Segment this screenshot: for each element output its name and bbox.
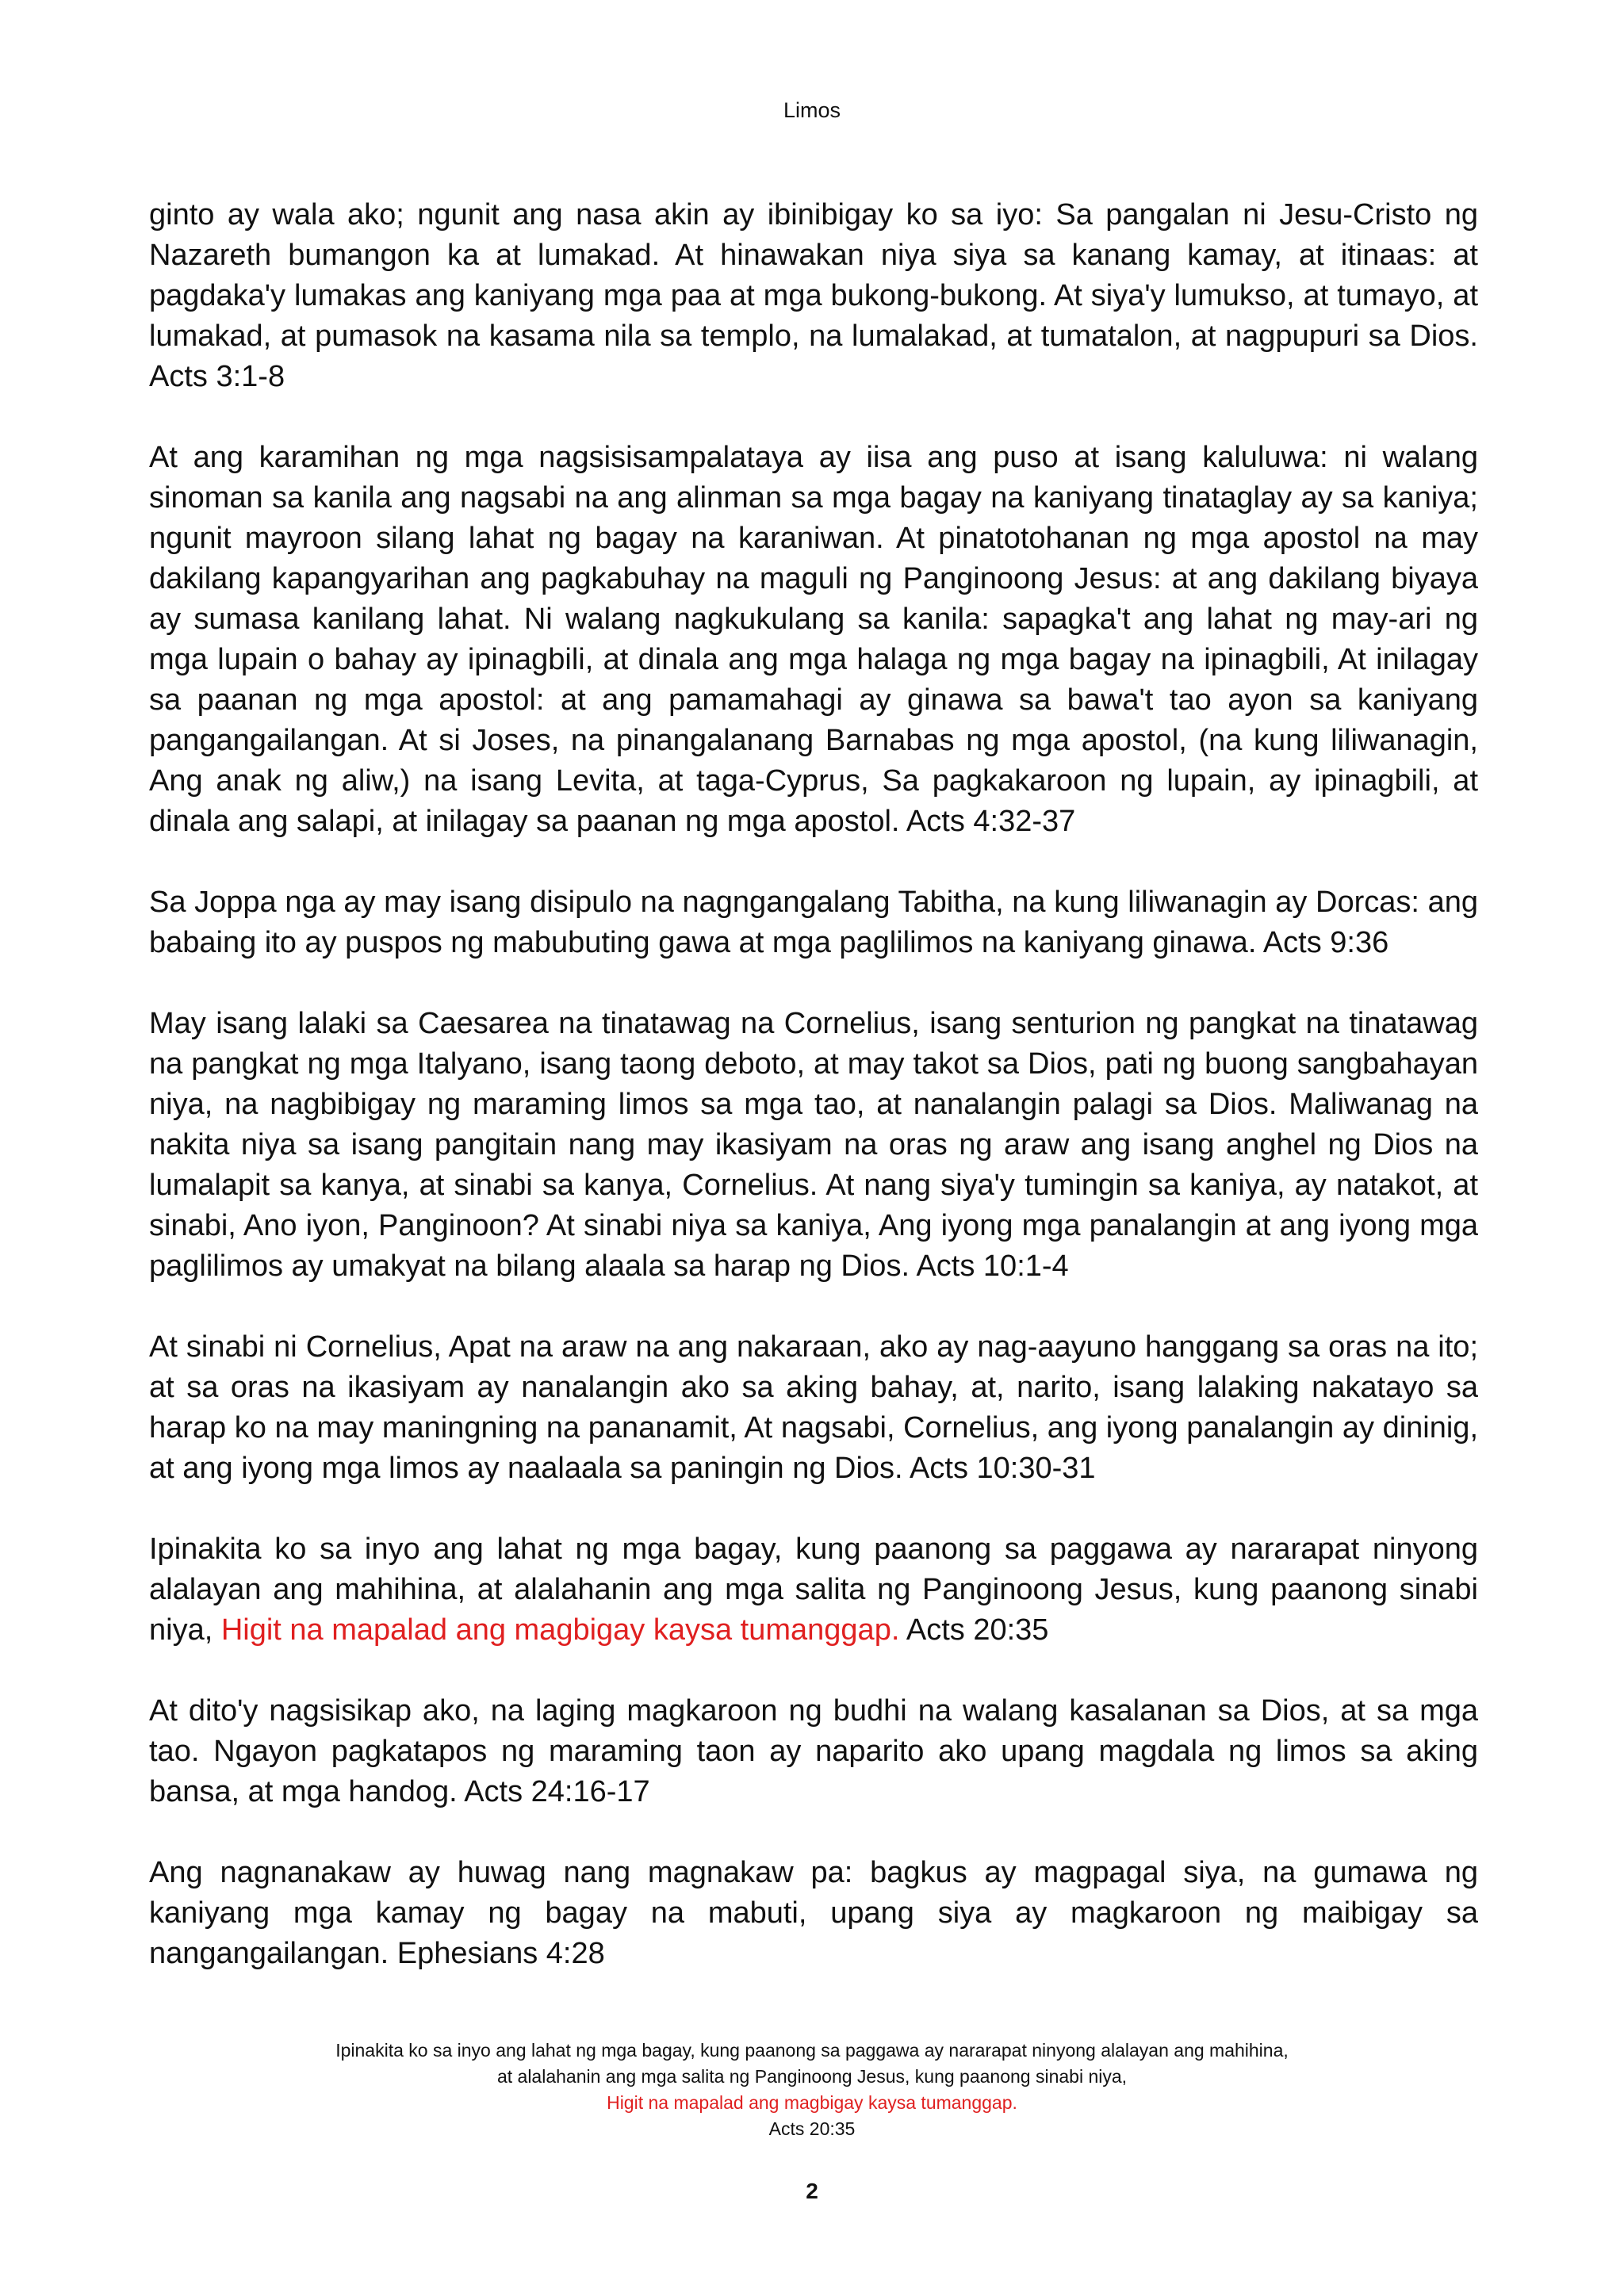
paragraph-acts-20-text: Ipinakita ko sa inyo ang lahat ng mga bagay, kung paanong sa paggawa ay nararapat ninyong alalayan ang mahihina, at alalahanin ang mga salita ng Panginoong Jesus, kung paanong sinabi niya, — [149, 1533, 1478, 1647]
document-body — [149, 195, 1478, 2015]
highlight-quote: Higit na mapalad ang magbigay kaysa tumanggap. — [220, 1613, 900, 1647]
scripture-reference: Acts 20:35 — [906, 1613, 1049, 1647]
paragraph-acts-4: At ang karamihan ng mga nagsisisampalataya ay iisa ang puso at isang kaluluwa: ni walang sinoman sa kanila ang nagsabi na ang alinman sa mga bagay na kaniyang tinataglay ay sa kaniya; ngunit mayroon silang lahat ng bagay na karaniwan. At pinatotohanan ng mga apostol na may dakilang kapangyarihan ang pagkabuhay na maguli ng Panginoong Jesus: at ang dakilang biyaya ay sumasa kanilang lahat. Ni walang nagkukulang sa kanila: sapagka't ang lahat ng may-ari ng mga lupain o bahay ay ipinagbili, at dinala ang mga halaga ng mga bagay na ipinagbili, At inilagay sa paanan ng mga apostol: at ang pamamahagi ay ginawa sa bawa't tao ayon sa kaniyang pangangailangan. At si Joses, na pinangalanang Barnabas ng mga apostol, (na kung liliwanagin, Ang anak ng aliw,) na isang Levita, at taga-Cyprus, Sa pagkakaroon ng lupain, ay ipinagbili, at dinala ang salapi, at inilagay sa paanan ng mga apostol. Acts 4:32-37 — [149, 441, 1478, 838]
page-number: 2 — [806, 2179, 818, 2203]
paragraph-acts-20 — [149, 1529, 1478, 1651]
paragraph-acts-24: At dito'y nagsisikap ako, na laging magkaroon ng budhi na walang kasalanan sa Dios, at sa mga tao. Ngayon pagkatapos ng maraming taon ay naparito ako upang magdala ng limos sa aking bansa, at mga handog. Acts 24:16-17 — [149, 1694, 1478, 1808]
footer-line-2: at alalahanin ang mga salita ng Panginoong Jesus, kung paanong sinabi niya, — [496, 2066, 1128, 2087]
page-header-title: Limos — [783, 98, 841, 122]
page-footer — [0, 2038, 1624, 2142]
paragraph-acts-9: Sa Joppa nga ay may isang disipulo na nagngangalang Tabitha, na kung liliwanagin ay Dorcas: ang babaing ito ay puspos ng mabubuting gawa at mga paglilimos na kaniyang ginawa. Acts 9:36 — [149, 886, 1478, 959]
footer-highlight-line: Higit na mapalad ang magbigay kaysa tumanggap. — [607, 2092, 1017, 2113]
paragraph-ephesians-4: Ang nagnanakaw ay huwag nang magnakaw pa: bagkus ay magpagal siya, na gumawa ng kaniyang mga kamay ng bagay na mabuti, upang siya ay magkaroon ng maibigay sa nangangailangan. Ephesians 4:28 — [149, 1856, 1478, 1970]
paragraph-acts-3: ginto ay wala ako; ngunit ang nasa akin ay ibinibigay ko sa iyo: Sa pangalan ni Jesu-Cristo ng Nazareth bumangon ka at lumakad. At hinawakan niya siya sa kanang kamay, at itinaas: at pagdaka'y lumakas ang kaniyang mga paa at mga bukong-bukong. At siya'y lumukso, at tumayo, at lumakad, at pumasok na kasama nila sa templo, na lumalakad, at tumatalon, at nagpupuri sa Dios. Acts 3:1-8 — [149, 198, 1478, 393]
paragraph-acts-10-30: At sinabi ni Cornelius, Apat na araw na ang nakaraan, ako ay nag-aayuno hanggang sa oras na ito; at sa oras na ikasiyam ay nanalangin ako sa aking bahay, at, narito, isang lalaking nakatayo sa harap ko na may maningning na pananamit, At nagsabi, Cornelius, ang iyong panalangin ay dininig, at ang iyong mga limos ay naalaala sa paningin ng Dios. Acts 10:30-31 — [149, 1330, 1478, 1485]
footer-line-1: Ipinakita ko sa inyo ang lahat ng mga bagay, kung paanong sa paggawa ay nararapat ninyong alalayan ang mahihina, — [335, 2040, 1289, 2061]
paragraph-acts-10-1: May isang lalaki sa Caesarea na tinatawag na Cornelius, isang senturion ng pangkat na tinatawag na pangkat ng mga Italyano, isang taong deboto, at may takot sa Dios, pati ng buong sangbahayan niya, na nagbibigay ng maraming limos sa mga tao, at nanalangin palagi sa Dios. Maliwanag na nakita niya sa isang pangitain nang may ikasiyam na oras ng araw ang isang anghel ng Dios na lumalapit sa kanya, at sinabi sa kanya, Cornelius. At nang siya'y tumingin sa kaniya, ay natakot, at sinabi, Ano iyon, Panginoon? At sinabi niya sa kaniya, Ang iyong mga panalangin at ang iyong mga paglilimos ay umakyat na bilang alaala sa harap ng Dios. Acts 10:1-4 — [149, 1007, 1478, 1283]
footer-reference: Acts 20:35 — [768, 2118, 856, 2139]
